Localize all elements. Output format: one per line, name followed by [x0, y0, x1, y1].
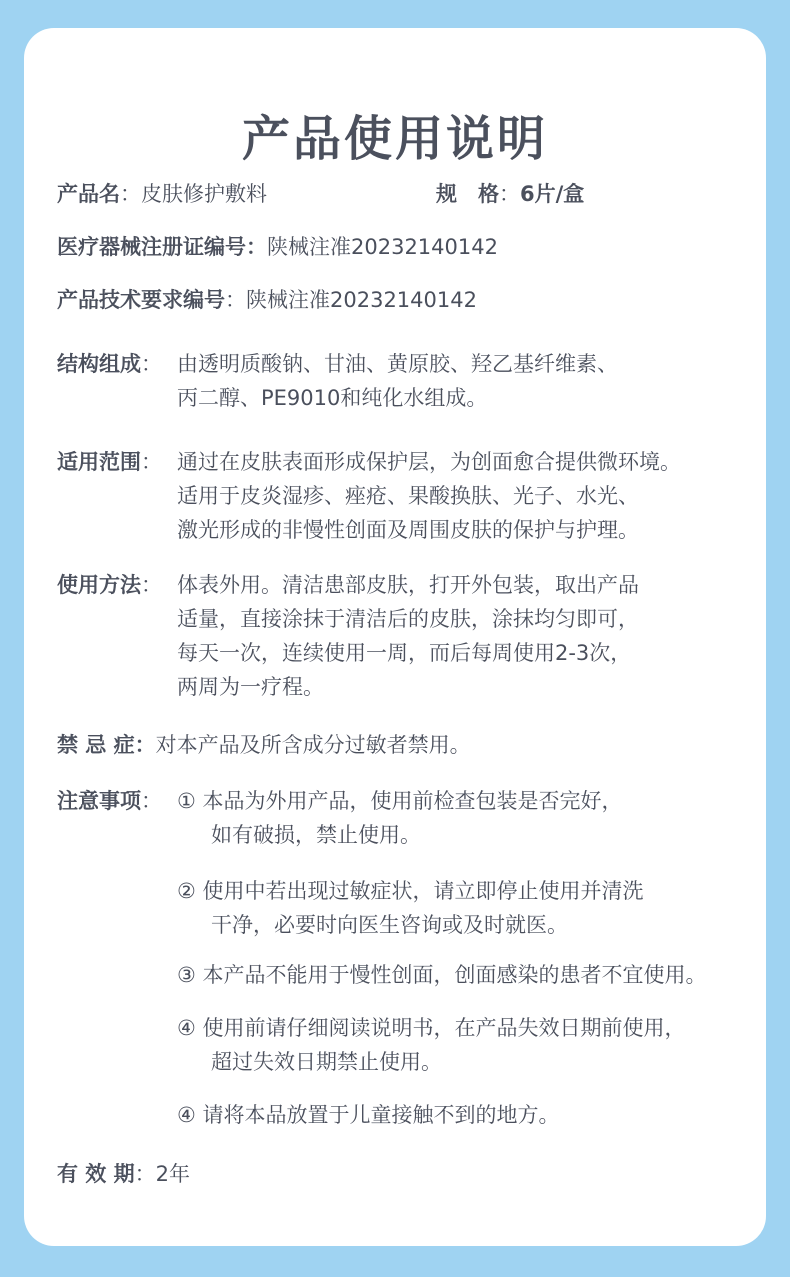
text-line: 本产品不能用于慢性创面，创面感染的患者不宜使用。: [202, 963, 707, 987]
spec-value: 6片/盒: [520, 182, 585, 206]
text-line: 激光形成的非慢性创面及周围皮肤的保护与护理。: [177, 518, 639, 542]
text-line: 丙二醇、PE9010和纯化水组成。: [177, 386, 488, 410]
text-line: 请将本品放置于儿童接触不到的地方。: [202, 1103, 560, 1127]
separator: ：: [141, 450, 162, 474]
registration-label: 医疗器械注册证编号: [57, 235, 246, 259]
text-line: 使用前请仔细阅读说明书，在产品失效日期前使用，: [202, 1016, 686, 1040]
text-line: 干净，必要时向医生咨询或及时就医。: [211, 913, 568, 937]
product-name-value: 皮肤修护敷料: [141, 182, 267, 206]
validity-value: 2年: [155, 1162, 190, 1186]
text-line: 体表外用。清洁患部皮肤，打开外包装，取出产品: [177, 573, 639, 597]
usage-text: [177, 568, 639, 704]
notes-label-row: [57, 785, 162, 817]
usage-label-row: [57, 569, 162, 601]
separator: ：: [120, 182, 141, 206]
separator: ：: [141, 352, 162, 376]
text-line: 本品为外用产品，使用前检查包装是否完好，: [202, 789, 623, 813]
text-line: 超过失效日期禁止使用。: [211, 1050, 442, 1074]
spec-row: [436, 178, 584, 210]
separator: ：: [134, 733, 156, 757]
contraindication-value: 对本产品及所含成分过敏者禁用。: [155, 733, 471, 757]
registration-value: 陕械注准20232140142: [267, 235, 498, 259]
note-item-1: [177, 784, 623, 852]
product-name-row: [57, 178, 267, 210]
text-line: 适用于皮炎湿疹、痤疮、果酸换肤、光子、水光、: [177, 484, 639, 508]
text-line: 适量，直接涂抹于清洁后的皮肤，涂抹均匀即可，: [177, 607, 639, 631]
tech-requirement-value: 陕械注准20232140142: [246, 288, 477, 312]
validity-label: 有 效 期: [57, 1162, 135, 1186]
composition-label: 结构组成: [57, 352, 141, 376]
separator: ：: [225, 288, 246, 312]
text-line: 使用中若出现过敏症状，请立即停止使用并清洗: [202, 879, 644, 903]
tech-requirement-row: [57, 284, 477, 316]
separator: ：: [134, 1162, 156, 1186]
page-title: 产品使用说明: [241, 111, 548, 167]
circled-number-marker: ④: [177, 1016, 196, 1040]
composition-label-row: [57, 348, 162, 380]
note-item-4: [177, 1011, 686, 1079]
contraindication-label: 禁 忌 症: [57, 733, 135, 757]
registration-row: [57, 231, 498, 263]
scope-label: 适用范围: [57, 450, 141, 474]
validity-row: [57, 1158, 190, 1190]
scope-text: [177, 445, 681, 547]
note-item-5: [177, 1098, 560, 1132]
text-line: 如有破损，禁止使用。: [211, 823, 421, 847]
product-name-label: 产品名: [57, 182, 120, 206]
circled-number-marker: ④: [177, 1103, 196, 1127]
tech-requirement-label: 产品技术要求编号: [57, 288, 225, 312]
separator: ：: [246, 235, 267, 259]
composition-text: [177, 347, 618, 415]
circled-number-marker: ③: [177, 963, 196, 987]
scope-label-row: [57, 446, 162, 478]
instruction-card: [24, 28, 766, 1246]
separator: ：: [499, 182, 520, 206]
spec-label: 规 格: [436, 182, 499, 206]
separator: ：: [141, 789, 162, 813]
text-line: 由透明质酸钠、甘油、黄原胶、羟乙基纤维素、: [177, 352, 618, 376]
notes-label: 注意事项: [57, 789, 141, 813]
note-item-3: [177, 958, 707, 992]
note-item-2: [177, 874, 644, 942]
circled-number-marker: ①: [177, 789, 196, 813]
contraindication-row: [57, 729, 471, 761]
circled-number-marker: ②: [177, 879, 196, 903]
separator: ：: [141, 573, 162, 597]
text-line: 每天一次，连续使用一周，而后每周使用2-3次，: [177, 641, 632, 665]
text-line: 通过在皮肤表面形成保护层，为创面愈合提供微环境。: [177, 450, 681, 474]
usage-label: 使用方法: [57, 573, 141, 597]
text-line: 两周为一疗程。: [177, 675, 324, 699]
